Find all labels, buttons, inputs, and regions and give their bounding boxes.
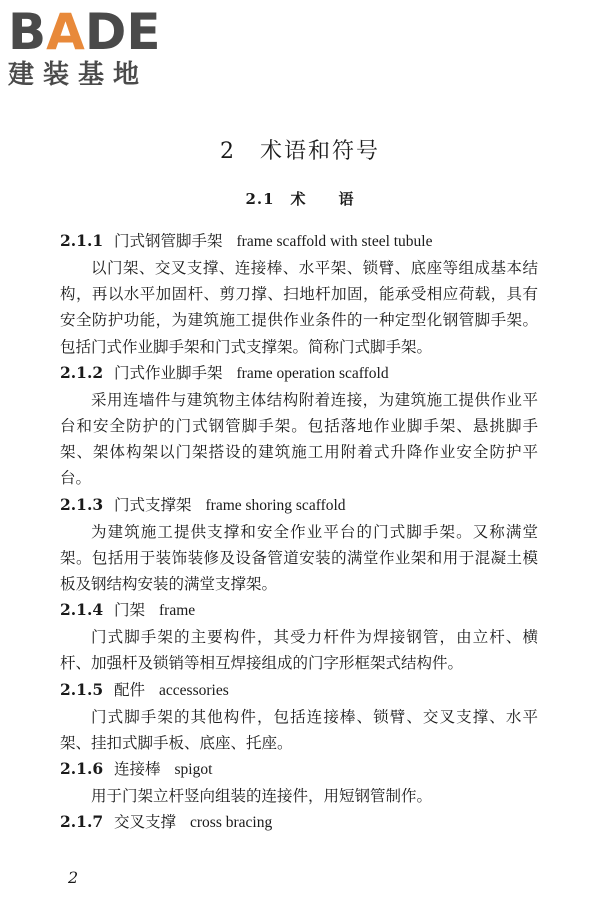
logo-subtitle: 建装基地 [8,60,149,90]
logo-letters-b: DE [84,3,161,61]
term-english: frame operation scaffold [236,364,389,382]
logo-letters-a: B [8,3,47,61]
term-english: spigot [174,761,213,779]
term-definition: 以门架、交叉支撑、连接棒、水平架、锁臂、底座等组成基本结构，再以水平加固杆、剪刀撑、扫地杆加固，能承受相应荷载，具有安全防护功能，为建筑施工提供作业条件的一种定型化钢管脚手架。包括门式作业脚手架和门式支撑架。简称门式脚手架。 [60,259,538,356]
term-heading [60,677,538,704]
term-english: frame shoring scaffold [205,496,346,514]
term-english: frame [159,602,196,620]
term-english: frame scaffold with steel tubule [236,233,433,250]
term-entry [60,228,538,360]
term-definition: 门式脚手架的主要构件，其受力杆件为焊接钢管，由立杆、横杆、加强杆及锁销等相互焊接组成的门字形框架式结构件。 [60,628,538,673]
logo-wordmark [8,3,161,61]
term-chinese: 门式钢管脚手架 [114,232,223,250]
term-number: 2.1.7 [60,812,104,832]
term-chinese: 连接棒 [114,760,161,779]
term-entry [60,756,538,809]
term-english: cross bracing [190,814,273,832]
term-entry [60,360,538,492]
terms-list [60,228,538,836]
page-number: 2 [68,868,79,887]
term-heading [60,492,538,519]
term-heading [60,756,538,783]
term-number: 2.1.2 [60,362,104,382]
term-heading [60,360,538,387]
term-chinese: 门式作业脚手架 [114,363,223,382]
term-entry [60,597,538,676]
term-number: 2.1.3 [60,494,104,514]
term-definition: 采用连墙件与建筑物主体结构附着连接，为建筑施工提供作业平台和安全防护的门式钢管脚手架。包括落地作业脚手架、悬挑脚手架、架体构架以门架搭设的建筑施工用附着式升降作业安全防护平台。 [60,390,538,488]
term-entry [60,809,538,836]
term-definition: 门式脚手架的其他构件，包括连接棒、锁臂、交叉支撑、水平架、挂扣式脚手板、底座、托座。 [60,707,538,752]
logo-letter-accent: A [46,3,85,61]
section-title: 2.1 术 语 [245,190,355,208]
term-number: 2.1.6 [60,759,104,779]
term-chinese: 门式支撑架 [114,495,192,514]
term-number: 2.1.1 [60,231,104,250]
term-heading [60,228,538,255]
term-entry [60,492,538,598]
term-entry [60,677,538,756]
term-english: accessories [159,681,229,699]
term-chinese: 门架 [114,601,146,620]
term-chinese: 配件 [114,680,146,699]
chapter-title: 2 术语和符号 [220,139,380,164]
term-definition: 为建筑施工提供支撑和安全作业平台的门式脚手架。又称满堂架。包括用于装饰装修及设备管道安装的满堂作业架和用于混凝土模板及钢结构安装的满堂支撑架。 [60,522,538,594]
term-chinese: 交叉支撑 [114,813,177,832]
term-number: 2.1.5 [60,679,104,699]
term-heading [60,809,538,836]
term-number: 2.1.4 [60,600,104,620]
term-definition: 用于门架立杆竖向组装的连接件，用短钢管制作。 [91,787,433,806]
term-heading [60,597,538,624]
brand-logo [8,3,161,90]
